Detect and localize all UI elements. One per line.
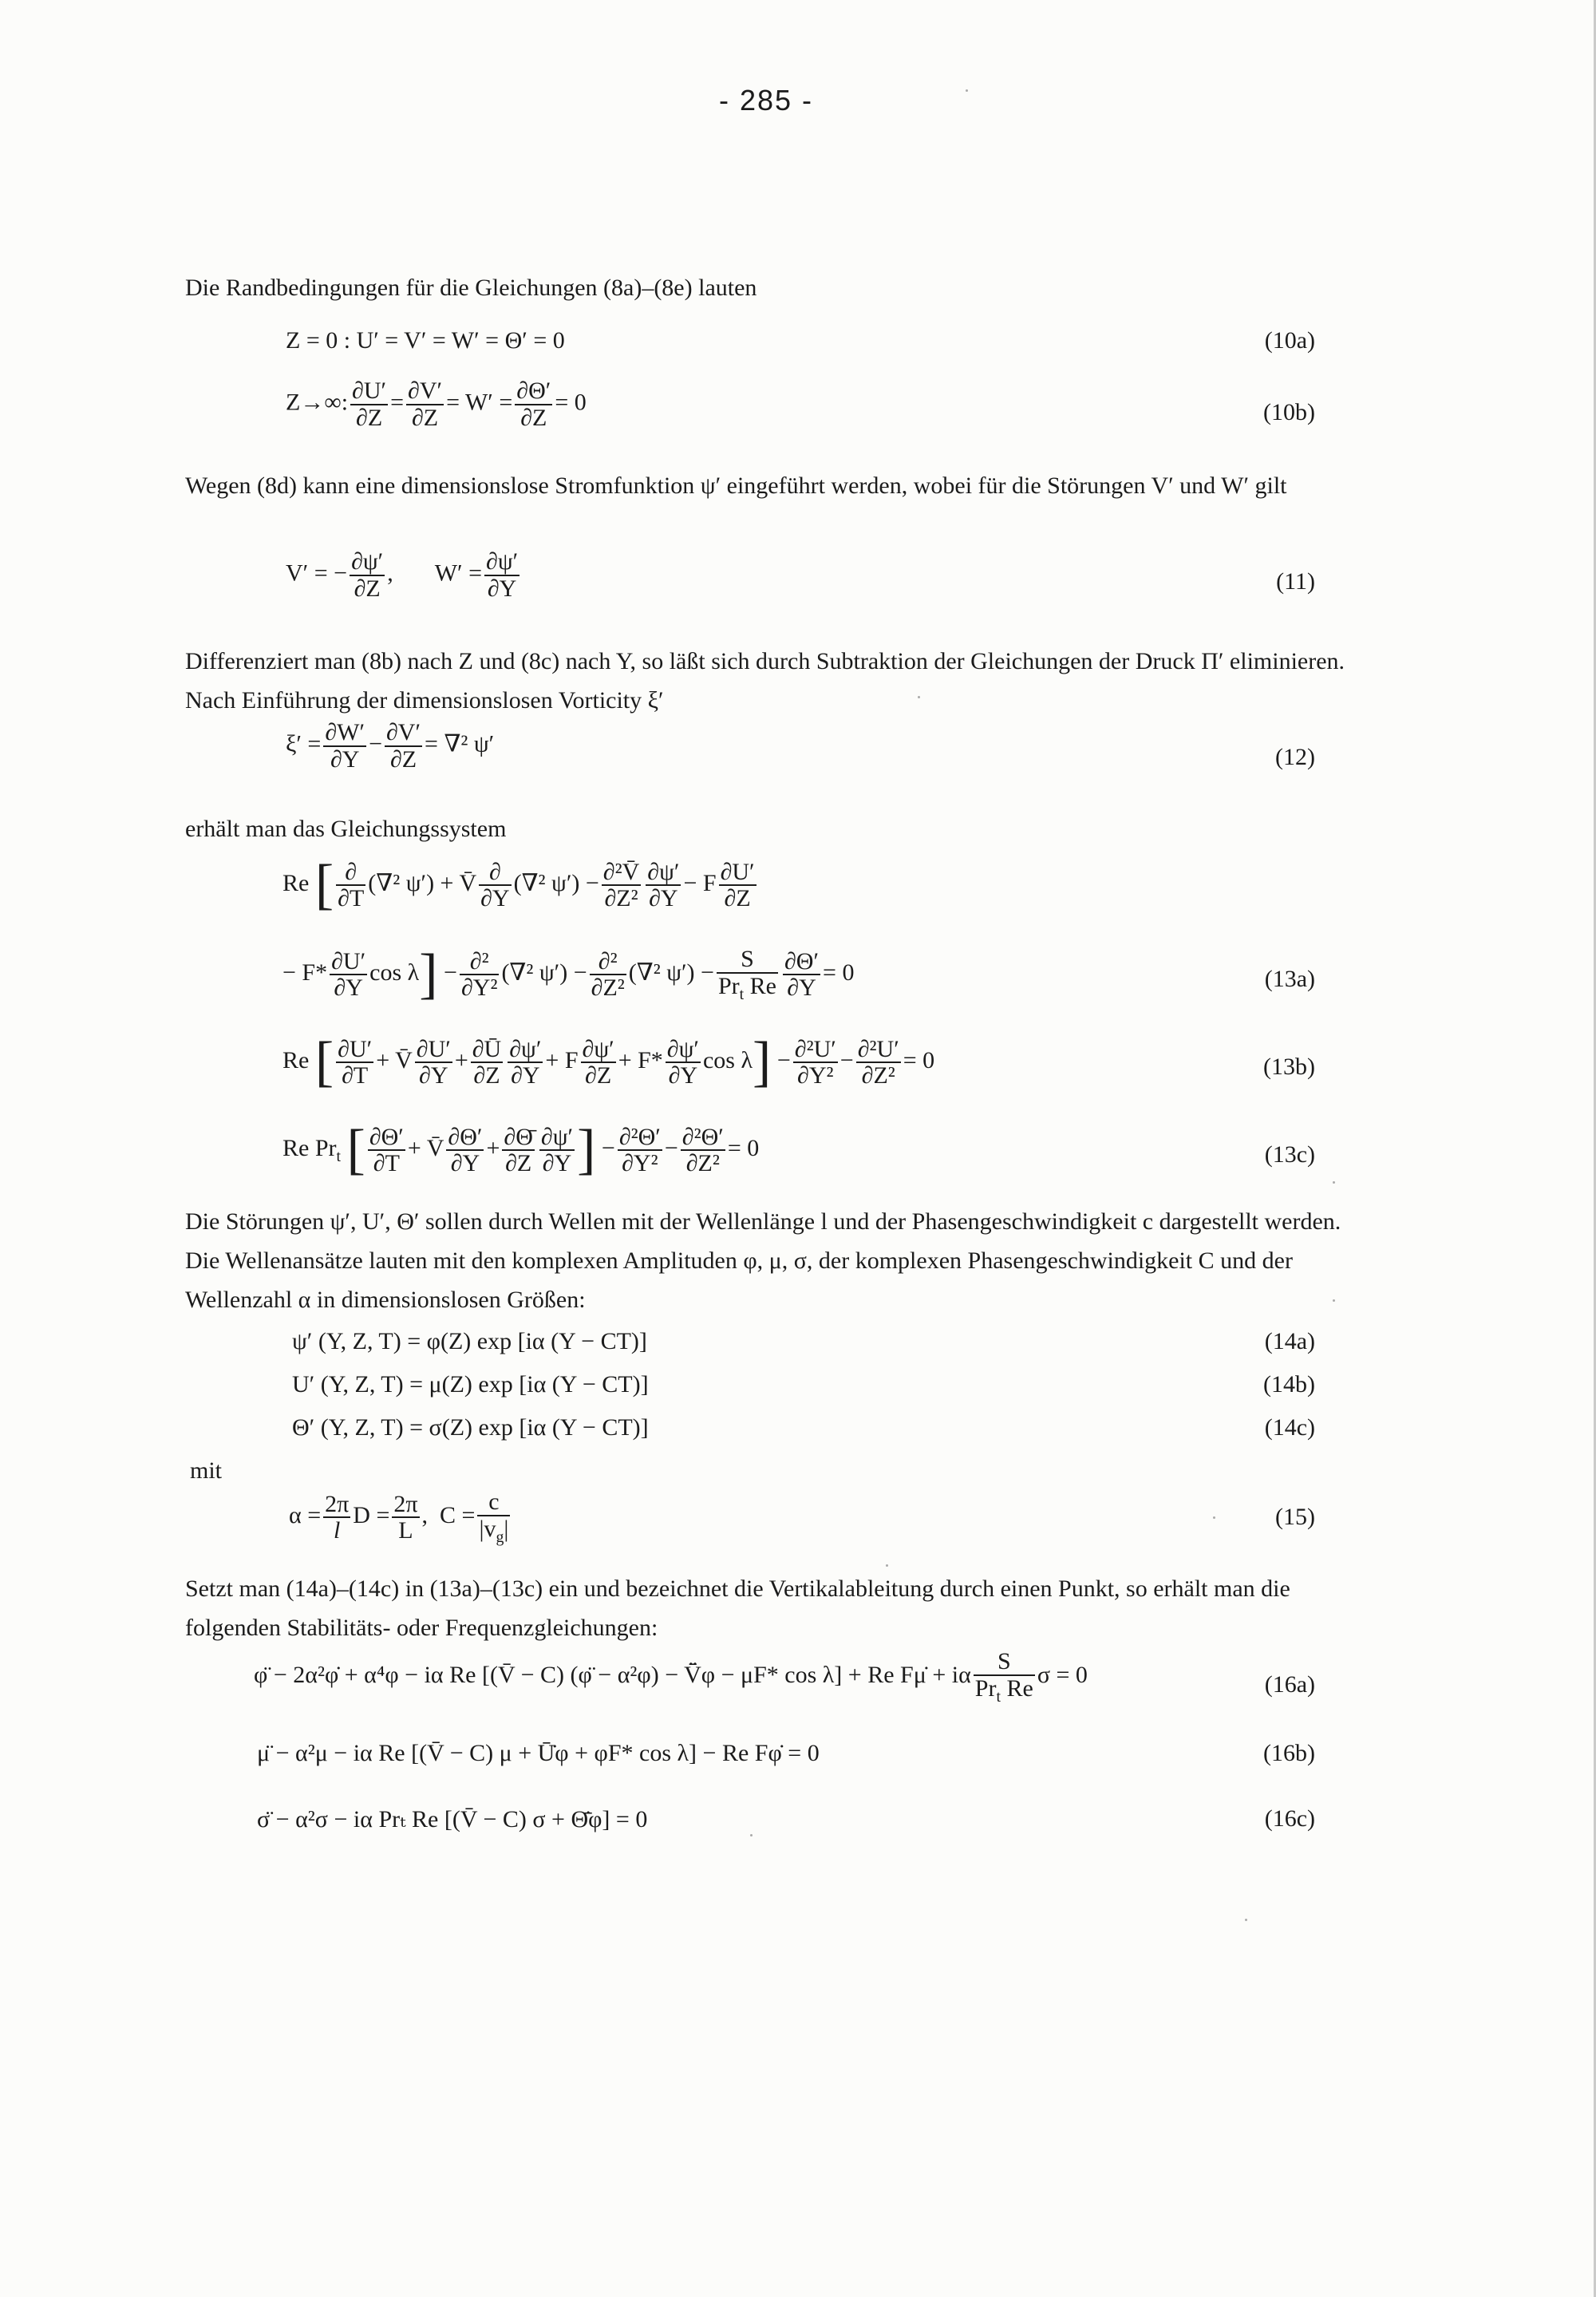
equation-number-10a: (10a) xyxy=(1264,327,1315,354)
equation-number-16a: (16a) xyxy=(1264,1671,1315,1698)
scan-speck xyxy=(966,89,968,92)
equation-13c: Re $Pr_t$ [ $\frac{\partial\Theta'}{\partial T}$ + V̄ $\frac{\partial\Theta'}{\partial Y}$ + $\frac{\partial\Thetā}{\partial Z}$ $\frac{\partial\psi'}{\partial Y}$ ] − $\frac{\text{∂²Θ′}}{\text{∂Y²}}$ − $\frac{\text{∂²Θ′}}{\text{∂Z²}}$ = 0 xyxy=(282,1119,760,1180)
equation-14c: Θ′ (Y, Z, T) = σ(Z) exp [iα (Y − CT)] xyxy=(292,1414,649,1441)
equation-number-13c: (13c) xyxy=(1264,1141,1315,1168)
scan-speck xyxy=(886,1564,888,1567)
equation-number-13b: (13b) xyxy=(1263,1054,1315,1080)
equation-13b: Re [ $\frac{\partial U'}{\partial T}$ + V̄ $\frac{\partial U'}{\partial Y}$ + $\frac{\partial Ū}{\partial Z}$ $\frac{\partial\psi'}{\partial Y}$ + F $\frac{\partial\psi'}{\partial Z}$ + F* $\frac{\partial\psi'}{\partial Y}$ cos λ] − $\frac{\text{∂²U′}}{\text{∂Y²}}$ − $\frac{\text{∂²U′}}{\text{∂Z²}}$ = 0 xyxy=(282,1031,935,1093)
equation-number-13a: (13a) xyxy=(1264,966,1315,992)
equation-11: V′ = − $\frac{\partial\psi'}{\partial Z}$ , W′ = $\frac{\partial\psi'}{\partial Y}$ xyxy=(286,548,519,602)
equation-number-14c: (14c) xyxy=(1264,1414,1315,1441)
scan-speck xyxy=(1213,1516,1215,1519)
scan-speck xyxy=(918,696,920,698)
equation-10b: Z→∞: $\frac{\partial U'}{\partial Z}$ = $\frac{\partial V'}{\partial Z}$ = W′ = $\frac{\partial\Theta'}{\partial Z}$ = 0 xyxy=(286,378,587,431)
paragraph-boundary-conditions: Die Randbedingungen für die Gleichungen (8a)–(8e) lauten xyxy=(185,275,757,301)
equation-13a-line-1: Re [ $\frac{\partial}{\partial T}$ (∇² ψ′) + V̄ $\frac{\partial}{\partial Y}$ (∇² ψ′) − $\frac{\text{∂²V̄}}{\text{∂Z²}}$ $\frac{\partial\psi'}{\partial Y}$ − F $\frac{\partial U'}{\partial Z}$ xyxy=(282,854,755,915)
equation-14a: ψ′ (Y, Z, T) = φ(Z) exp [iα (Y − CT)] xyxy=(292,1328,647,1354)
equation-12: ξ′ = $\frac{\partial W'}{\partial Y}$ − $\frac{\partial V'}{\partial Z}$ = ∇² ψ′ xyxy=(286,719,495,773)
equation-15: α = $\frac{2\pi}{l}$ D = $\frac{2\pi}{L}$ , C = $\frac{c}{|v_g|}$ xyxy=(289,1489,509,1546)
paragraph-wave-ansatz: Die Störungen ψ′, U′, Θ′ sollen durch Wellen mit der Wellenlänge l und der Phasengeschwindigkeit c dargestellt werden. Die Wellenansätze lauten mit den komplexen Amplituden φ, μ, σ, der komplexen Phasengeschwindigkeit C und der Wellenzahl α in dimensionslosen Größen: xyxy=(185,1208,1341,1313)
scan-speck xyxy=(750,1834,753,1836)
equation-14b: U′ (Y, Z, T) = μ(Z) exp [iα (Y − CT)] xyxy=(292,1371,649,1398)
paragraph-vorticity: Differenziert man (8b) nach Z und (8c) nach Y, so läßt sich durch Subtraktion der Gleichungen der Druck Π′ eliminieren. Nach Einführung der dimensionslosen Vorticity ξ′ xyxy=(185,648,1345,714)
equation-16c: σ̈ − α²σ − iα Prₜ Re [(V̄ − C) σ + Θ̄̇φ] = 0 xyxy=(257,1806,648,1832)
paragraph-stream-function: Wegen (8d) kann eine dimensionslose Stromfunktion ψ′ eingeführt werden, wobei für die Störungen V′ und W′ gilt xyxy=(185,472,1287,499)
scan-speck xyxy=(1333,1299,1335,1302)
page-number: - 285 - xyxy=(718,84,814,117)
equation-number-11: (11) xyxy=(1276,568,1315,595)
label-mit: mit xyxy=(190,1457,223,1484)
equation-number-16b: (16b) xyxy=(1263,1740,1315,1766)
scan-speck xyxy=(1333,1181,1335,1184)
equation-number-16c: (16c) xyxy=(1264,1805,1315,1832)
equation-number-10b: (10b) xyxy=(1263,399,1315,425)
equation-number-14b: (14b) xyxy=(1263,1371,1315,1398)
paragraph-system: erhält man das Gleichungssystem xyxy=(185,816,507,842)
equation-number-14a: (14a) xyxy=(1264,1328,1315,1354)
equation-number-12: (12) xyxy=(1275,744,1315,770)
scan-speck xyxy=(1245,1919,1247,1921)
equation-16a: φ̈ − 2α²φ̇ + α⁴φ − iα Re [(V̄ − C) (φ̈ − α²φ) − V̄̈φ − μF* cos λ] + Re Fμ̇ + iα $\frac{S}{Pr_t Re}$ σ = 0 xyxy=(254,1648,1088,1706)
equation-10a: Z = 0 : U′ = V′ = W′ = Θ′ = 0 xyxy=(286,327,565,354)
equation-16b: μ̈ − α²μ − iα Re [(V̄ − C) μ + Ū̇φ + φF* cos λ] − Re Fφ̇ = 0 xyxy=(257,1740,820,1766)
equation-number-15: (15) xyxy=(1275,1504,1315,1530)
paragraph-frequency-equations: Setzt man (14a)–(14c) in (13a)–(13c) ein und bezeichnet die Vertikalableitung durch einen Punkt, so erhält man die folgenden Stabilitäts- oder Frequenzgleichungen: xyxy=(185,1575,1290,1641)
equation-13a-line-2: − F* $\frac{\partial U'}{\partial Y}$ cos λ] − $\frac{\text{∂²}}{\text{∂Y²}}$ (∇² ψ′) − $\frac{\text{∂²}}{\text{∂Z²}}$ (∇² ψ′) − $\frac{S}{Pr_t Re}$ $\frac{\partial\Theta'}{\partial Y}$ = 0 xyxy=(282,943,855,1006)
